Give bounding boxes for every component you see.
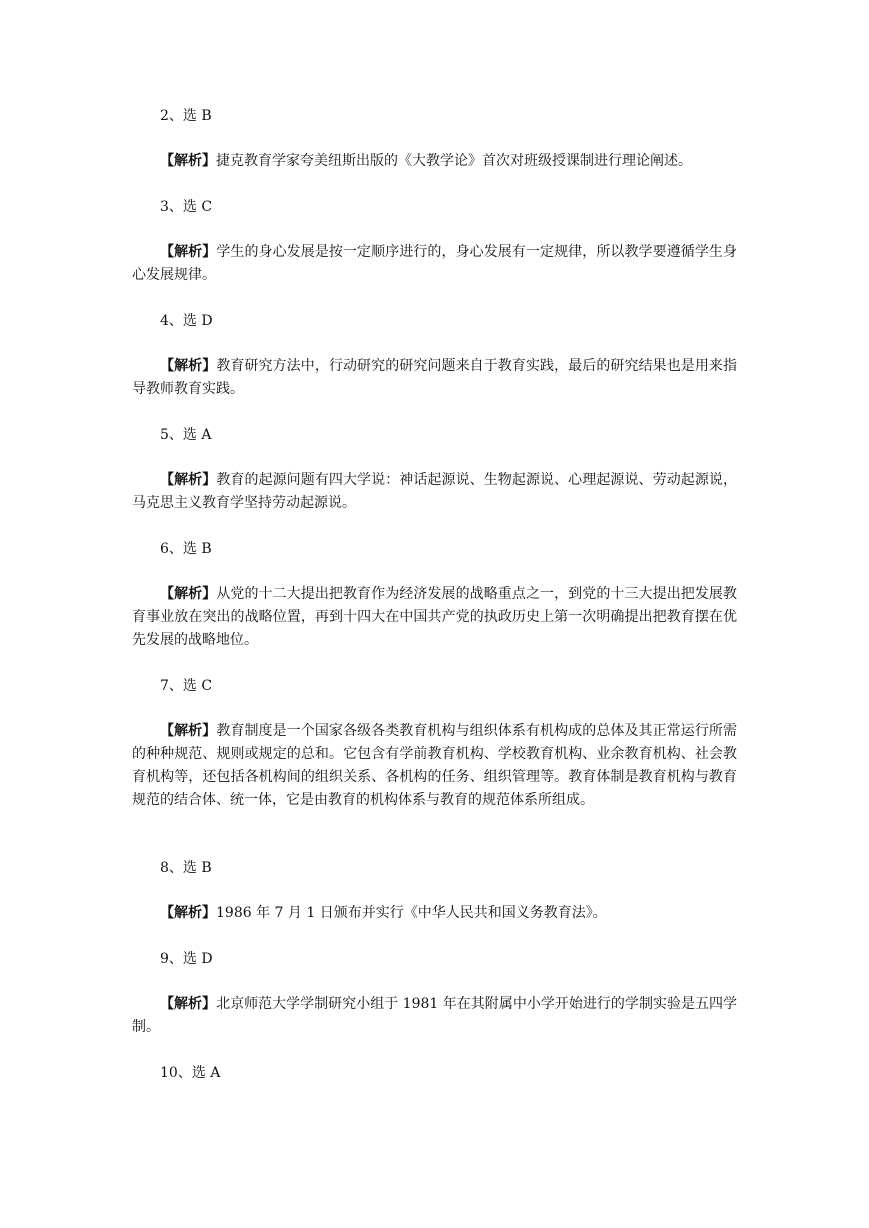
- answer-10: 10、选 A: [160, 1065, 221, 1081]
- answer-7: 7、选 C: [160, 678, 213, 694]
- answer-8: 8、选 B: [160, 860, 212, 876]
- explanation-tag: 【解析】: [160, 996, 217, 1012]
- explanation-tag: 【解析】: [160, 244, 217, 260]
- explanation-7: [132, 720, 737, 812]
- explanation-text: 捷克教育学家夸美纽斯出版的《大教学论》首次对班级授课制进行理论阐述。: [216, 153, 692, 169]
- explanation-text: 学生的身心发展是按一定顺序进行的，身心发展有一定规律，所以教学要遵循学生身心发展规律。: [132, 244, 738, 283]
- explanation-text: 从党的十二大提出把教育作为经济发展的战略重点之一，到党的十三大提出把发展教育事业放在突出的战略位置，再到十四大在中国共产党的执政历史上第一次明确提出把教育摆在优先发展的战略地位。: [132, 586, 738, 648]
- explanation-text: 1986 年 7 月 1 日颁布并实行《中华人民共和国义务教育法》。: [216, 905, 607, 921]
- answer-9: 9、选 D: [160, 951, 213, 967]
- explanation-2: [132, 150, 737, 173]
- explanation-6: [132, 583, 737, 652]
- explanation-8: [132, 902, 737, 925]
- explanation-tag: 【解析】: [160, 472, 217, 488]
- explanation-9: [132, 993, 737, 1039]
- explanation-text: 教育研究方法中，行动研究的研究问题来自于教育实践，最后的研究结果也是用来指导教师教育实践。: [132, 358, 738, 397]
- explanation-text: 北京师范大学学制研究小组于 1981 年在其附属中小学开始进行的学制实验是五四学制。: [132, 996, 738, 1035]
- explanation-5: [132, 469, 737, 515]
- explanation-text: 教育制度是一个国家各级各类教育机构与组织体系有机构成的总体及其正常运行所需的种种规范、规则或规定的总和。它包含有学前教育机构、学校教育机构、业余教育机构、社会教育机构等，还包括各机构间的组织关系、各机构的任务、组织管理等。教育体制是教育机构与教育规范的结合体、统一体，它是由教育的机构体系与教育的规范体系所组成。: [132, 723, 738, 808]
- explanation-tag: 【解析】: [160, 358, 217, 374]
- explanation-tag: 【解析】: [160, 905, 216, 921]
- explanation-tag: 【解析】: [160, 723, 217, 739]
- answer-4: 4、选 D: [160, 313, 213, 329]
- explanation-4: [132, 355, 737, 401]
- answer-2: 2、选 B: [160, 108, 212, 124]
- explanation-tag: 【解析】: [160, 586, 217, 602]
- answer-3: 3、选 C: [160, 199, 213, 215]
- answer-5: 5、选 A: [160, 427, 212, 443]
- answer-6: 6、选 B: [160, 541, 212, 557]
- explanation-tag: 【解析】: [160, 153, 216, 169]
- explanation-text: 教育的起源问题有四大学说：神话起源说、生物起源说、心理起源说、劳动起源说，马克思主义教育学坚持劳动起源说。: [132, 472, 738, 511]
- explanation-3: [132, 241, 737, 287]
